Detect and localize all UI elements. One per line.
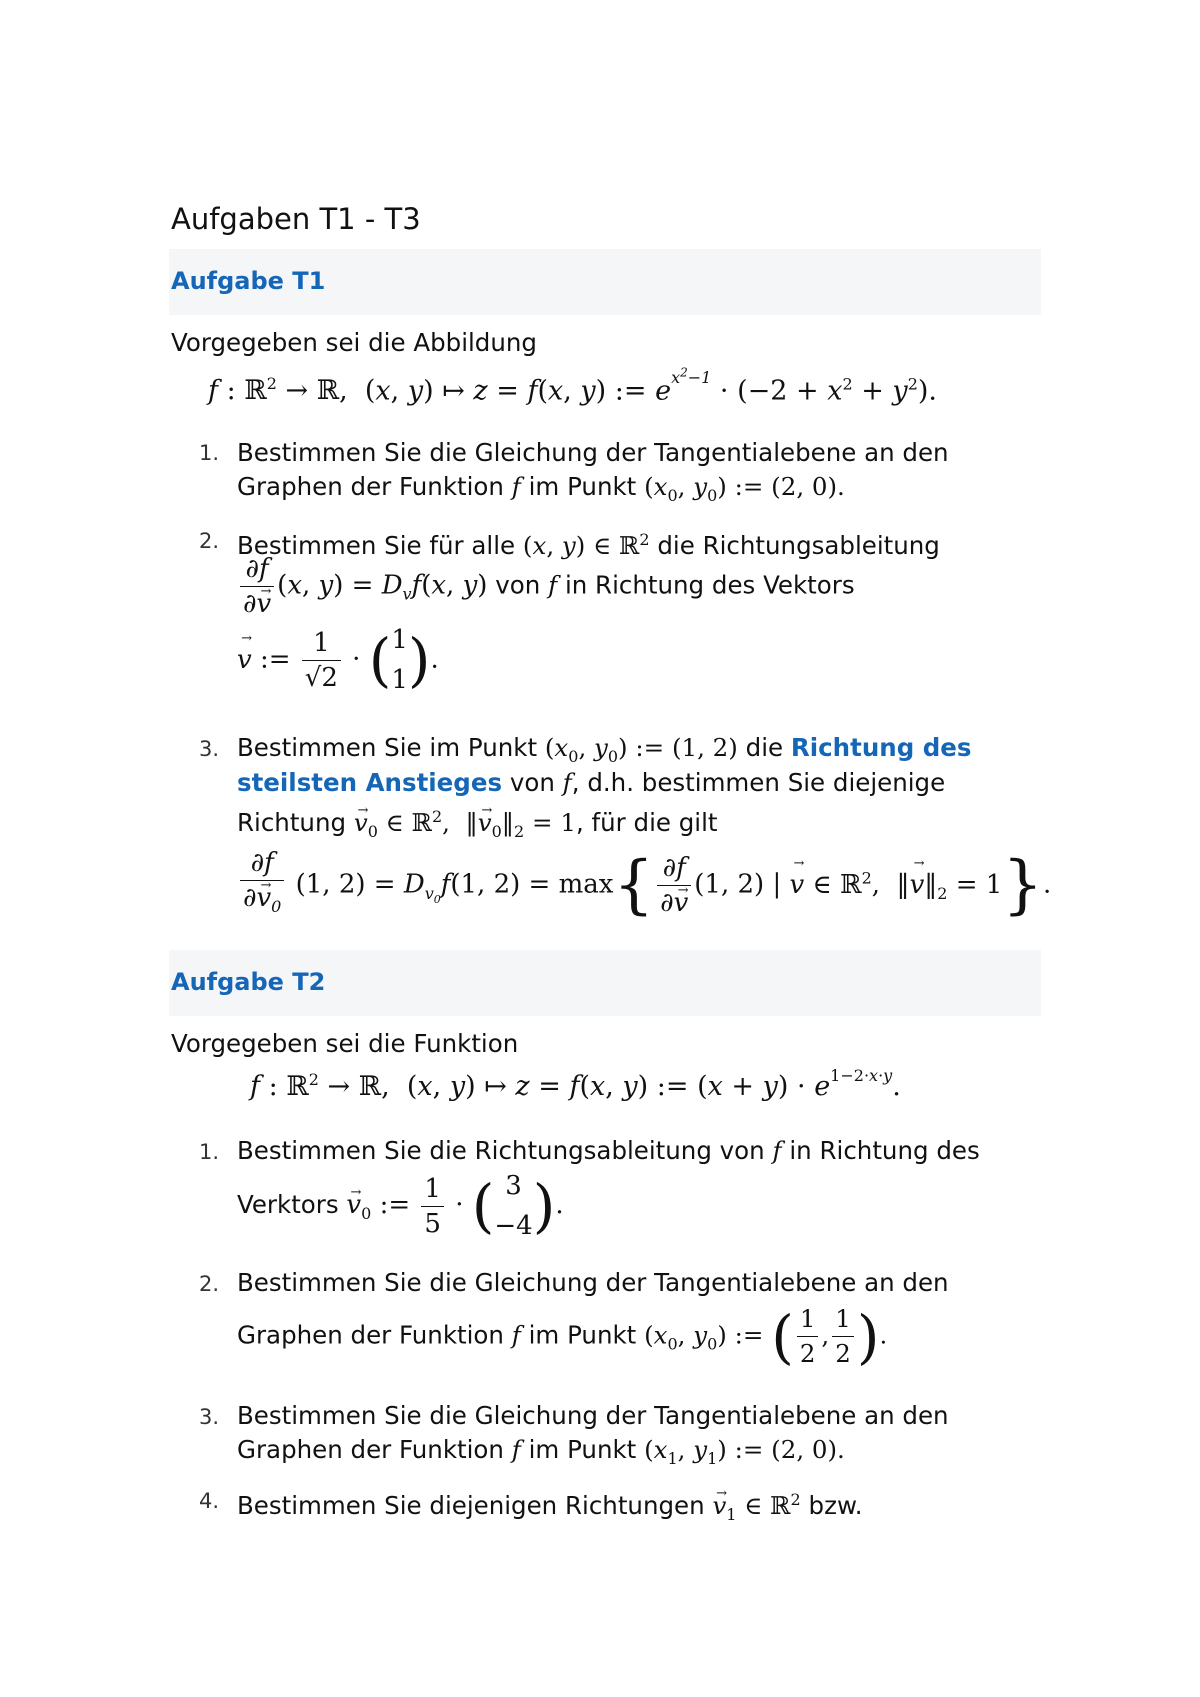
t1-item-1-number: 1. xyxy=(199,441,220,465)
t2-item-3-number: 3. xyxy=(199,1405,220,1429)
t1-item-3-text-f: , für die gilt xyxy=(575,808,718,838)
t1-item-3-text-a: Bestimmen Sie im Punkt xyxy=(237,733,538,762)
t1-item-2-text-b: die Richtungsableitung xyxy=(657,531,940,561)
t1-item-3-line-2: steilsten Anstieges von f, d.h. bestimmen Sie diejenige xyxy=(237,768,946,797)
t1-item-3-text-b: die xyxy=(745,733,784,762)
t2-item-1-text-b: in Richtung des xyxy=(789,1136,980,1165)
document-title: Aufgaben T1 - T3 xyxy=(171,202,421,236)
t1-item-3-line-1: Bestimmen Sie im Punkt ($x_0$, $y_0$) := (1, 2) die Richtung des xyxy=(237,733,972,766)
t1-item-3-equation: $\frac{\partial f}{\partial\to v_0}$ (1, $2) = D_{v_0}f(1$, 2) = max{ $\frac{\partial f}{\partial\to v}$ (1, 2) | → v ∈ ℝ$^2$, ‖→ $v‖_2 = 1$}. xyxy=(237,846,1051,924)
t1-function-definition: f : ℝ$^2$ → ℝ, (x, y) ↦ z = f(x, y) := $e^{x^2-1} \cdot (-2 + x^2 + y^2)$. xyxy=(208,366,937,407)
t2-item-1-line-2: Verktors → $v_0$ := $\frac{1}{5}$ · ( 3 −4 ). xyxy=(237,1166,564,1246)
t2-item-3-line-1: Bestimmen Sie die Gleichung der Tangentialebene an den xyxy=(237,1401,949,1430)
t2-item-4-line-1: Bestimmen Sie diejenigen Richtungen → $v_1$ ∈ ℝ$^2$ bzw. xyxy=(237,1483,863,1532)
link-steilsten-anstieges[interactable]: steilsten Anstieges xyxy=(237,768,503,797)
t2-item-3-line-2: Graphen der Funktion f im Punkt ($x_1$, $y_1$) := (2, 0). xyxy=(237,1435,845,1468)
t2-item-2-text-b: im Punkt xyxy=(528,1320,637,1350)
t1-item-3-text-e: Richtung xyxy=(237,808,347,838)
t2-item-3-text-a: Graphen der Funktion xyxy=(237,1435,504,1464)
t1-item-2-line-1: Bestimmen Sie für alle (x, y) ∈ ℝ$^2$ die Richtungsableitung xyxy=(237,530,940,561)
t1-item-1-line-2: Graphen der Funktion f im Punkt ($x_0$, $y_0$) := (2, 0). xyxy=(237,472,845,505)
section-title-t2: Aufgabe T2 xyxy=(171,968,326,996)
t1-item-2-text-c: von xyxy=(495,570,541,600)
t1-item-1-text-a: Graphen der Funktion xyxy=(237,472,504,501)
t1-item-3-number: 3. xyxy=(199,737,220,761)
section-header-t1 xyxy=(169,249,1041,315)
t1-item-2-number: 2. xyxy=(199,529,220,553)
t2-item-1-text-a: Bestimmen Sie die Richtungsableitung von xyxy=(237,1136,765,1165)
t1-intro: Vorgegeben sei die Abbildung xyxy=(171,328,537,357)
t2-item-4-text-b: bzw. xyxy=(808,1491,863,1521)
t2-item-1-text-c: Verktors xyxy=(237,1190,339,1219)
t1-item-3-text-c: von xyxy=(509,768,555,797)
section-header-t2 xyxy=(169,950,1041,1016)
t2-intro: Vorgegeben sei die Funktion xyxy=(171,1029,519,1058)
t2-item-2-line-2: Graphen der Funktion f im Punkt ($x_0$, $y_0$) := ( $\frac{1}{2}$ , $\frac{1}{2}$ ). xyxy=(237,1302,888,1371)
t2-item-3-text-b: im Punkt xyxy=(528,1435,637,1464)
t2-item-4-text-a: Bestimmen Sie diejenigen Richtungen xyxy=(237,1491,705,1521)
link-richtung-des[interactable]: Richtung des xyxy=(790,733,972,762)
t2-function-definition: f : ℝ$^2$ → ℝ, (x, y) ↦ z = f(x, y) := $(x + y) \cdot e^{1-2\cdot x\cdot y}$. xyxy=(250,1066,901,1102)
section-title-t1: Aufgabe T1 xyxy=(171,267,326,295)
t1-item-2-vector: → v := $\frac{1}{√2}$ · ( 1 1 ). xyxy=(237,620,439,700)
t2-item-1-number: 1. xyxy=(199,1140,220,1164)
t1-item-3-line-3: Richtung → $v_0$ ∈ ℝ$^2$, ‖→ $v_0‖_2 = 1$, für die gilt xyxy=(237,800,718,849)
t2-item-2-text-a: Graphen der Funktion xyxy=(237,1320,504,1350)
t2-item-1-line-1: Bestimmen Sie die Richtungsableitung von f in Richtung des xyxy=(237,1136,980,1165)
t1-item-3-text-d: , d.h. bestimmen Sie diejenige xyxy=(571,768,946,797)
t2-item-2-line-1: Bestimmen Sie die Gleichung der Tangentialebene an den xyxy=(237,1268,949,1297)
t1-item-2-text-a: Bestimmen Sie für alle xyxy=(237,531,516,561)
t1-item-1-text-b: im Punkt xyxy=(528,472,637,501)
t1-item-1-line-1: Bestimmen Sie die Gleichung der Tangentialebene an den xyxy=(237,438,949,467)
t1-item-2-line-2: $\frac{\partial f}{\partial\to v}$ (x, $y) = D_vf(x$, y) von f in Richtung des Vektors xyxy=(237,552,855,621)
t2-item-2-number: 2. xyxy=(199,1272,220,1296)
t2-item-4-number: 4. xyxy=(199,1489,220,1513)
t1-item-2-text-d: in Richtung des Vektors xyxy=(564,570,855,600)
